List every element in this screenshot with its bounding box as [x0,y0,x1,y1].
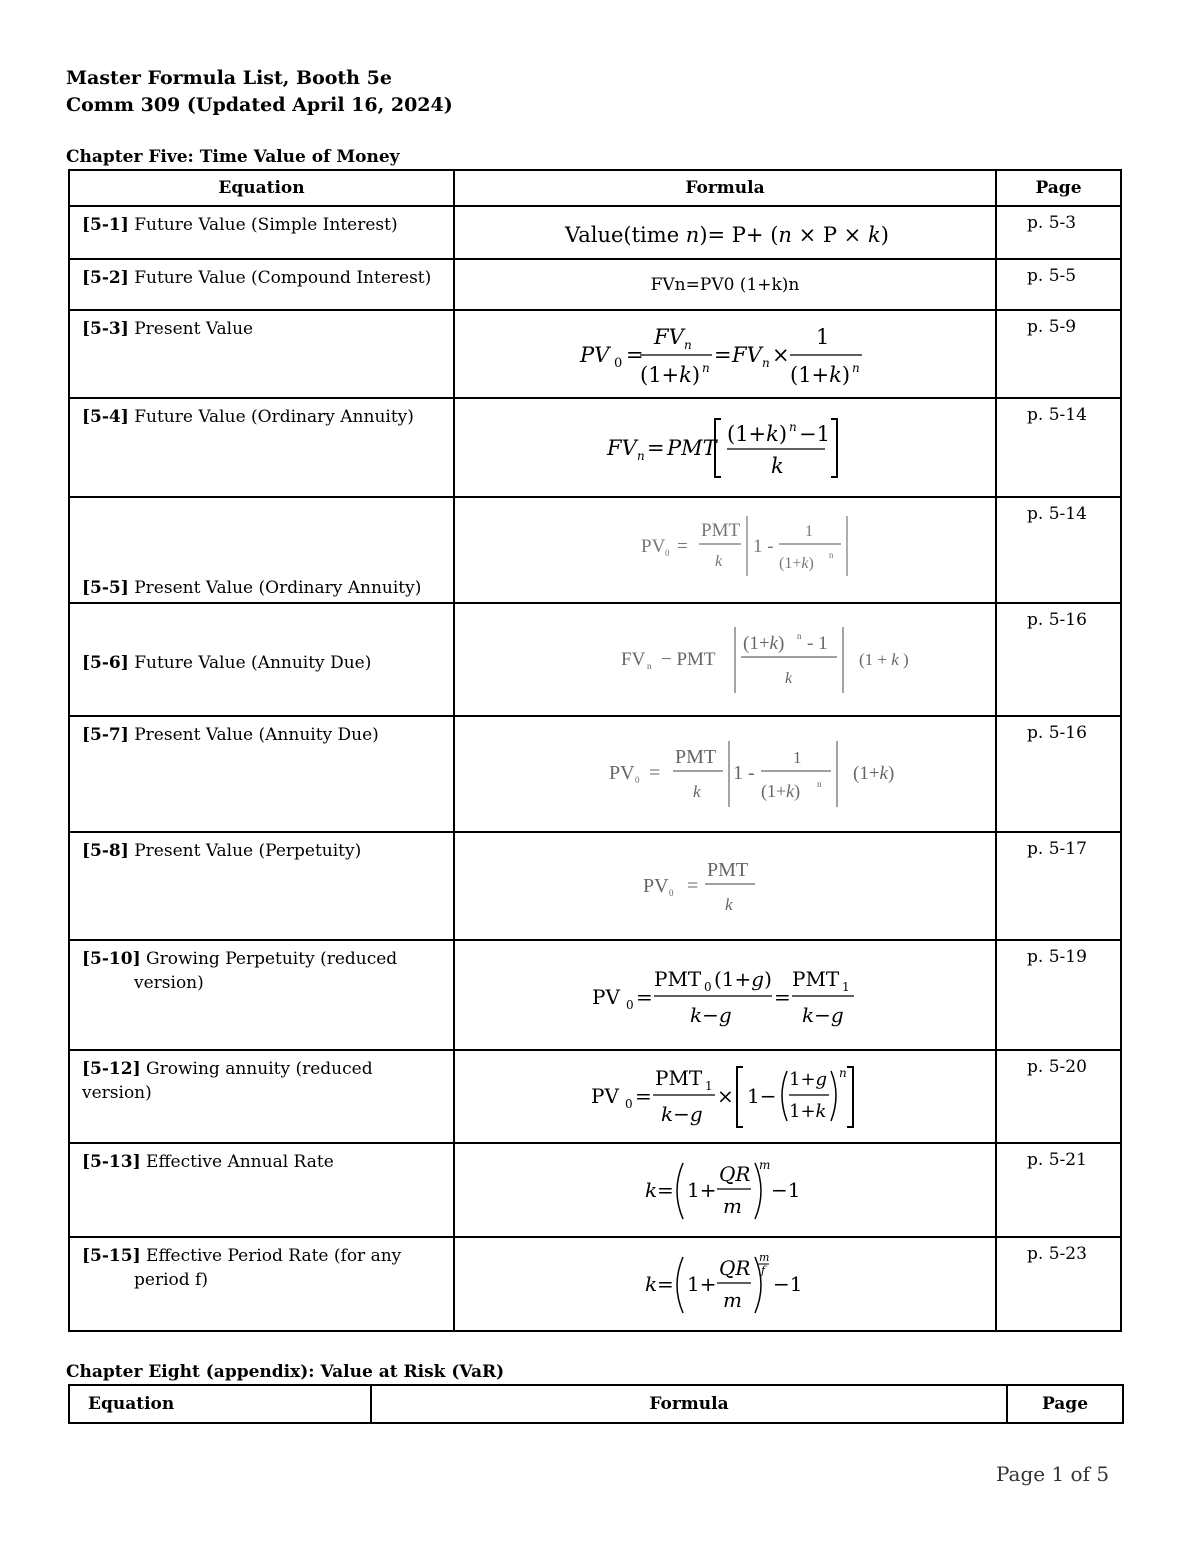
page-cell: p. 5-14 [996,497,1121,603]
equation-name: Present Value (Ordinary Annuity) [134,578,422,598]
equation-name: Present Value (Perpetuity) [134,841,362,861]
equation-name: Effective Period Rate (for any [146,1246,402,1266]
page-cell: p. 5-16 [996,716,1121,832]
equation-cell [69,1143,454,1237]
equation-name: Future Value (Ordinary Annuity) [134,407,414,427]
table-row [69,398,1121,497]
svg-text:n: n [839,1065,847,1080]
svg-text:QR: QR [719,1162,751,1186]
page-cell: p. 5-5 [996,259,1121,310]
svg-text:Value(time n)= P+ (n × P × k): Value(time n)= P+ (n × P × k) [565,222,889,247]
svg-text:PV: PV [591,1083,619,1108]
formula-pv-perpetuity [643,856,763,916]
svg-text:PMT: PMT [707,859,749,881]
formula-cell [454,832,996,940]
svg-text:- 1: - 1 [807,632,828,654]
formula-cell [454,497,996,603]
equation-number: [5-13] [82,1152,141,1172]
svg-text:k: k [645,1272,658,1296]
svg-text:m: m [723,1194,742,1218]
svg-text:n: n [647,660,652,671]
equation-number: [5-3] [82,319,129,339]
equation-cell [69,206,454,259]
equation-cell [69,1237,454,1331]
svg-text:−1: −1 [771,1178,801,1202]
svg-text:k−g: k−g [690,1003,732,1027]
svg-text:k: k [771,453,784,478]
col-header-equation: Equation [69,1385,371,1423]
svg-text:=: = [774,985,791,1009]
equation-number: [5-15] [82,1246,141,1266]
svg-text:(1+k): (1+k) [779,555,814,572]
equation-name: Present Value (Annuity Due) [134,725,379,745]
svg-text:k: k [725,895,733,914]
svg-text:k: k [645,1178,658,1202]
svg-text:n: n [829,550,834,560]
svg-text:0: 0 [669,888,674,898]
svg-text:n: n [762,356,770,370]
svg-text:k: k [715,553,723,570]
table-row [69,310,1121,398]
svg-text:FV: FV [654,325,684,349]
col-header-equation: Equation [69,170,454,206]
svg-text:n: n [684,338,692,352]
page-cell: p. 5-14 [996,398,1121,497]
table-row [69,1143,1121,1237]
table-row [69,497,1121,603]
formula-fv-ordinary-annuity [607,415,843,481]
svg-text:k: k [785,669,793,687]
formula-growing-perpetuity [592,960,858,1030]
svg-text:(1+k): (1+k) [743,632,785,654]
svg-text:0: 0 [635,775,640,785]
formula-effective-annual-rate [645,1155,805,1225]
svg-text:m: m [723,1288,742,1312]
equation-name: Effective Annual Rate [146,1152,334,1172]
formula-cell [454,603,996,716]
svg-text:−1: −1 [773,1272,803,1296]
equation-name: Future Value (Simple Interest) [134,215,398,235]
equation-cell [69,259,454,310]
equation-name: Growing annuity (reduced version) [82,1059,373,1103]
col-header-page: Page [996,170,1121,206]
col-header-formula: Formula [454,170,996,206]
equation-number: [5-6] [82,652,129,673]
svg-text:FV: FV [621,648,646,670]
equation-number: [5-2] [82,268,129,288]
svg-text:n: n [817,779,822,789]
svg-text:0: 0 [626,998,634,1012]
svg-text:×: × [772,343,790,367]
svg-text:(1+k): (1+k) [853,763,895,784]
svg-text:QR: QR [719,1256,751,1280]
chapter-eight-table [68,1384,1124,1424]
svg-text:1−: 1− [747,1083,777,1108]
page-cell: p. 5-3 [996,206,1121,259]
svg-text:0: 0 [614,356,623,371]
svg-text:1 -: 1 - [753,536,774,557]
svg-text:1+k: 1+k [789,1100,827,1122]
table-row [69,1237,1121,1331]
svg-text:(1+g): (1+g) [714,967,772,991]
svg-text:=: = [626,343,644,367]
equation-cell [69,603,454,716]
equation-number: [5-7] [82,725,129,745]
svg-text:(1+k): (1+k) [790,363,851,387]
formula-pv-ordinary-annuity [641,512,855,580]
equation-number: [5-10] [82,949,141,969]
equation-number: [5-8] [82,841,129,861]
equation-name: Growing Perpetuity (reduced [146,949,398,969]
svg-text:(1+k): (1+k) [640,363,701,387]
formula-growing-annuity [591,1063,859,1131]
svg-text:1+: 1+ [687,1178,717,1202]
formula-simple-interest [565,216,889,250]
svg-text:1: 1 [705,1078,713,1093]
svg-text:FV: FV [607,435,637,460]
formula-cell [454,1050,996,1143]
col-header-formula: Formula [371,1385,1007,1423]
equation-number: [5-1] [82,215,129,235]
formula-cell [454,206,996,259]
formula-cell [454,1237,996,1331]
table-row [69,716,1121,832]
formula-cell [454,940,996,1050]
svg-text:1: 1 [793,748,802,767]
equation-cell [69,310,454,398]
svg-text:=: = [636,985,653,1009]
svg-text:PMT: PMT [675,746,717,768]
svg-text:PV: PV [580,343,610,367]
svg-text:(1+k): (1+k) [761,781,801,801]
equation-cell [69,1050,454,1143]
equation-name-continued: version) [134,973,204,993]
svg-text:PV: PV [609,762,635,784]
svg-text:n: n [797,630,802,641]
document-title: Master Formula List, Booth 5e [66,67,392,89]
table-row [69,259,1121,310]
page-cell: p. 5-17 [996,832,1121,940]
equation-cell [69,716,454,832]
svg-text:n: n [637,448,645,463]
equation-name: Present Value [134,319,254,339]
formula-cell [454,716,996,832]
svg-text:−1: −1 [799,421,830,446]
svg-text:=: = [714,343,732,367]
svg-text:1+g: 1+g [789,1068,828,1090]
equation-cell [69,940,454,1050]
svg-text:FV: FV [732,343,762,367]
svg-text:(1 + k ): (1 + k ) [859,649,909,669]
svg-text:m: m [759,1251,770,1264]
equation-cell [69,497,454,603]
equation-cell [69,398,454,497]
svg-text:(1+k): (1+k) [727,421,788,446]
svg-text:1: 1 [805,523,813,540]
formula-compound-interest: FVn=PV0 (1+k)n [650,274,800,295]
svg-text:1: 1 [816,325,830,349]
equation-cell [69,832,454,940]
svg-text:f: f [761,1264,766,1277]
document-subtitle: Comm 309 (Updated April 16, 2024) [66,94,453,116]
svg-text:=: = [635,1083,652,1108]
page-cell: p. 5-9 [996,310,1121,398]
svg-text:=: = [687,875,699,897]
table-row [69,832,1121,940]
svg-text:1: 1 [842,980,850,994]
table-row [69,603,1121,716]
svg-text:− PMT: − PMT [661,648,716,670]
col-header-page: Page [1007,1385,1123,1423]
svg-text:k−g: k−g [802,1003,844,1027]
table-row [69,206,1121,259]
page-cell: p. 5-23 [996,1237,1121,1331]
equation-number: [5-12] [82,1059,141,1079]
table-row [69,940,1121,1050]
formula-cell [454,398,996,497]
svg-text:=: = [677,536,688,557]
svg-text:n: n [789,419,797,434]
chapter-eight-heading: Chapter Eight (appendix): Value at Risk (VaR) [66,1362,505,1382]
formula-cell [454,310,996,398]
svg-text:=: = [647,435,665,460]
svg-text:n: n [852,361,860,375]
equation-name: Future Value (Annuity Due) [134,652,372,673]
svg-text:PV: PV [592,985,620,1009]
svg-text:1+: 1+ [687,1272,717,1296]
svg-text:=: = [649,762,661,784]
svg-text:0: 0 [704,980,712,994]
page-cell: p. 5-19 [996,940,1121,1050]
formula-fv-annuity-due [621,623,921,697]
svg-text:PV: PV [641,536,666,557]
equation-number: [5-4] [82,407,129,427]
formula-cell [454,259,996,310]
svg-text:×: × [717,1083,734,1108]
page-cell: p. 5-20 [996,1050,1121,1143]
formula-pv-annuity-due [609,735,919,813]
chapter-five-heading: Chapter Five: Time Value of Money [66,147,400,167]
svg-text:PMT: PMT [701,520,741,541]
svg-text:k: k [693,782,701,801]
svg-text:PMT: PMT [655,1065,703,1090]
svg-text:0: 0 [665,548,670,558]
formula-cell [454,1143,996,1237]
equation-number: [5-5] [82,578,129,598]
svg-text:1 -: 1 - [733,762,755,784]
svg-text:=: = [657,1272,674,1296]
svg-text:PMT: PMT [667,435,717,460]
page-cell: p. 5-16 [996,603,1121,716]
svg-text:PV: PV [643,875,669,897]
svg-text:0: 0 [625,1096,633,1111]
page-number: Page 1 of 5 [996,1462,1110,1486]
formula-effective-period-rate [645,1249,805,1319]
formula-present-value [580,318,870,390]
svg-text:PMT: PMT [654,967,702,991]
table-row [69,1050,1121,1143]
page-cell: p. 5-21 [996,1143,1121,1237]
equation-name-continued: period f) [134,1270,208,1290]
svg-text:=: = [657,1178,674,1202]
svg-text:n: n [702,361,710,375]
svg-text:k−g: k−g [661,1101,703,1126]
chapter-five-table [68,169,1122,1332]
svg-text:m: m [759,1158,771,1172]
equation-name: Future Value (Compound Interest) [134,268,432,288]
svg-text:PMT: PMT [792,967,840,991]
